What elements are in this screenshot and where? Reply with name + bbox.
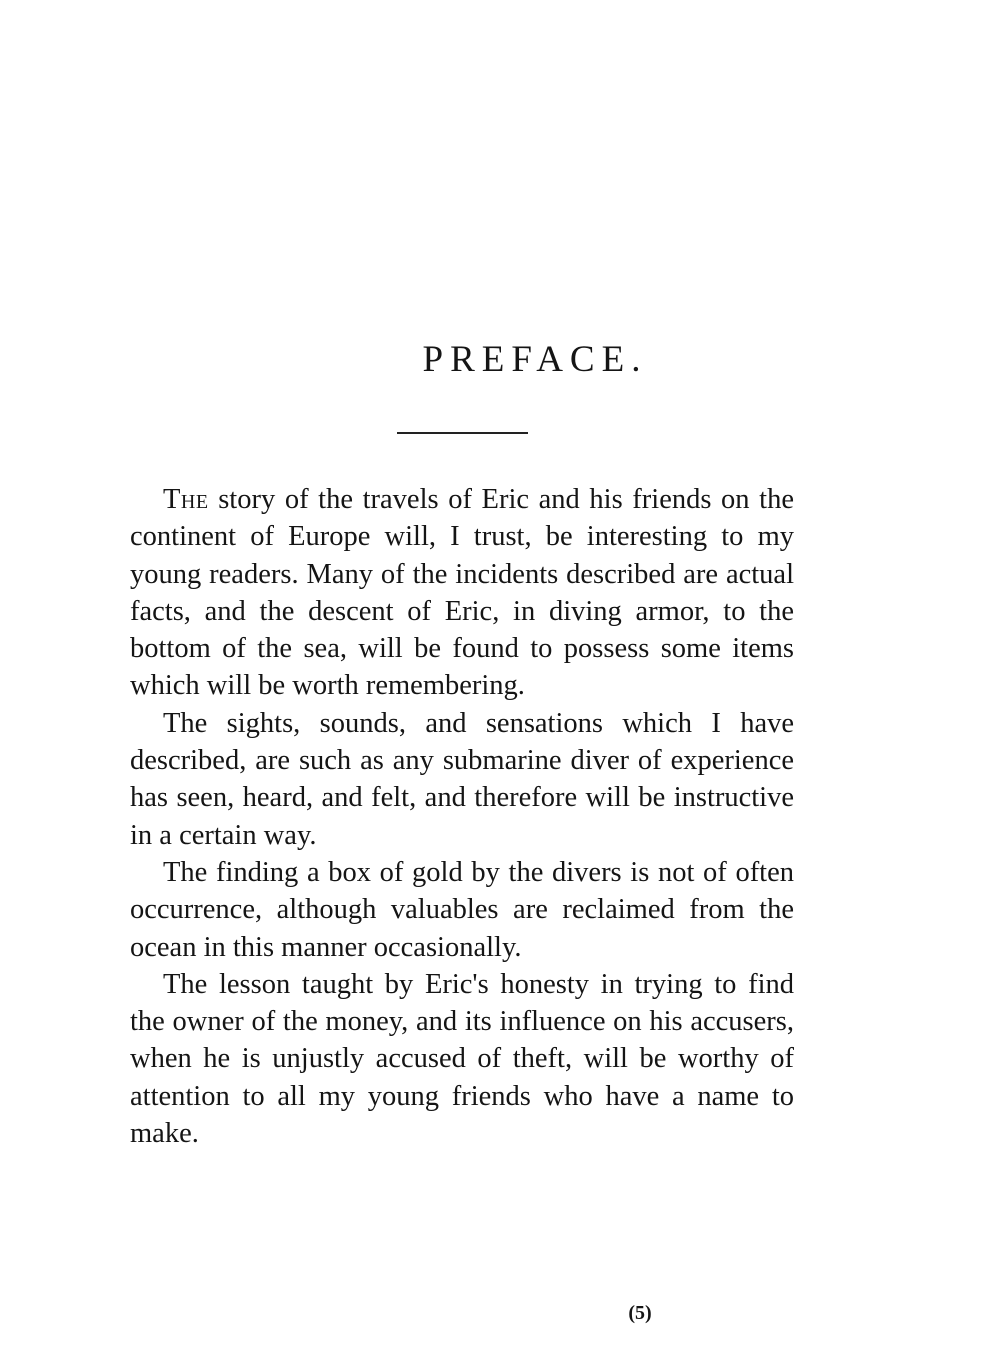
paragraph-1 [130,481,794,705]
paragraph-3: The finding a box of gold by the divers is not of often occurrence, although valuables are reclaimed from the ocean in this manner occasionally. [130,856,794,963]
paragraph-lead-word: The [163,484,209,515]
page-number: (5) [628,1302,652,1324]
preface-body [130,481,794,1152]
title-divider [397,432,528,434]
paragraph-4: The lesson taught by Eric's honesty in trying to find the owner of the money, and its influence on his accusers, when he is unjustly accused of theft, will be worthy of attention to all my young friends who have a name to make. [130,968,794,1150]
paragraph-2: The sights, sounds, and sensations which I have described, are such as any submarine diver of experience has seen, heard, and felt, and therefore will be instructive in a certain way. [130,707,794,851]
paragraph-text: story of the travels of Eric and his friends on the continent of Europe will, I trust, be interesting to my young readers. Many of the incidents described are actual facts, and the descent of Eric, in diving armor, to the bottom of the sea, will be found to possess some items which will be worth remembering. [130,484,794,702]
page-title: PREFACE. [422,339,648,380]
